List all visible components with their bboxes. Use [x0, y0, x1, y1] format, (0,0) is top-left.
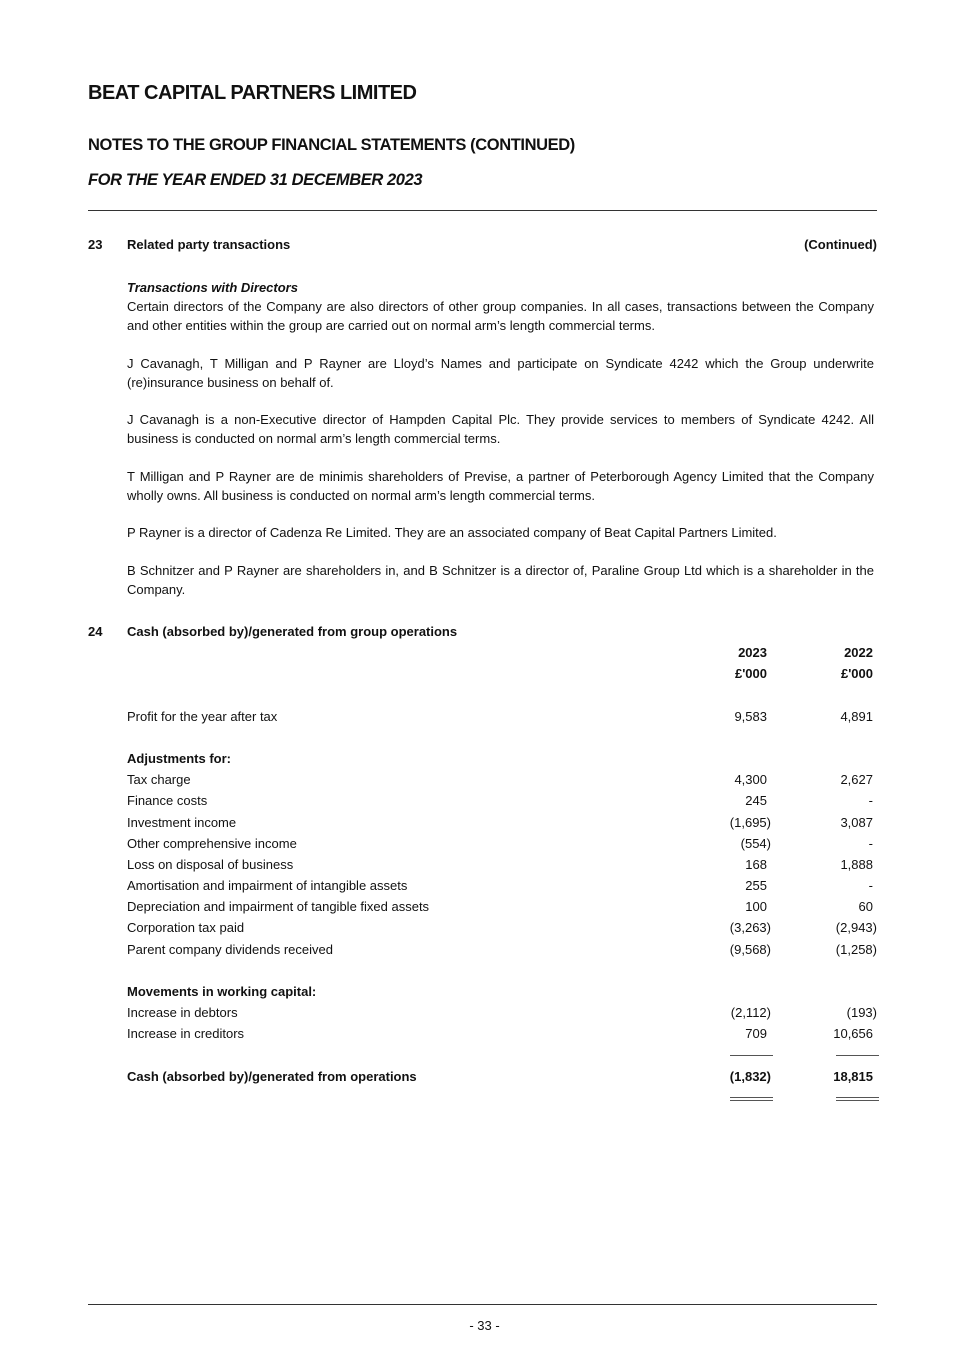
row-label: Increase in creditors: [127, 1026, 245, 1042]
table-row: [127, 769, 883, 790]
table-row: [127, 833, 883, 854]
double-underline: [730, 1097, 773, 1101]
row-label: Amortisation and impairment of intangible assets: [127, 878, 408, 894]
row-label: Tax charge: [127, 772, 191, 788]
value-2022: (1,258): [835, 941, 877, 957]
continued-label: (Continued): [804, 237, 877, 252]
value-2022: 4,891: [840, 708, 873, 724]
row-label: Corporation tax paid: [127, 920, 245, 936]
row-label: Adjustments for:: [127, 750, 231, 766]
table-row: [127, 706, 883, 727]
row-label: Loss on disposal of business: [127, 856, 294, 872]
table-row: [127, 1023, 883, 1044]
note-number: 23: [88, 237, 103, 252]
value-2022: (193): [846, 1005, 877, 1021]
document-title: NOTES TO THE GROUP FINANCIAL STATEMENTS (CONTINUED): [88, 136, 575, 154]
table-row: [127, 1002, 883, 1023]
value-2022: -: [868, 793, 873, 809]
value-2023: (1,695): [729, 814, 771, 830]
value-2023: (3,263): [729, 920, 771, 936]
total-row: [127, 1066, 883, 1087]
units-2022: £'000: [840, 666, 873, 682]
section-heading: [127, 981, 883, 1002]
table-row: [127, 790, 883, 811]
value-2022: 2,627: [840, 772, 873, 788]
table-row: [127, 917, 883, 938]
row-label: Profit for the year after tax: [127, 708, 278, 724]
value-2023: 4,300: [734, 772, 767, 788]
cash-flow-table: [127, 642, 883, 1108]
subheading: Transactions with Directors: [127, 280, 298, 295]
table-row: [127, 854, 883, 875]
value-2023: 709: [745, 1026, 767, 1042]
row-label: Finance costs: [127, 793, 208, 809]
column-year-2022: 2022: [844, 645, 873, 660]
note-title: Cash (absorbed by)/generated from group operations: [127, 624, 458, 639]
paragraph: B Schnitzer and P Rayner are shareholders in, and B Schnitzer is a director of, Paraline Group Ltd which is a shareholder in the Company.: [127, 562, 874, 597]
value-2022: 3,087: [840, 814, 873, 830]
value-2023: 168: [745, 856, 767, 872]
value-2023: 100: [745, 899, 767, 915]
note-number: 24: [88, 624, 103, 639]
table-row: [127, 939, 883, 960]
row-label: Movements in working capital:: [127, 984, 317, 999]
note-title: Related party transactions: [127, 237, 291, 252]
section-heading: [127, 748, 883, 769]
value-2023: 245: [745, 793, 767, 809]
document-period: FOR THE YEAR ENDED 31 DECEMBER 2023: [88, 171, 423, 189]
row-label: Investment income: [127, 814, 237, 830]
subtotal-rule: [836, 1055, 879, 1056]
value-2023: (9,568): [729, 941, 771, 957]
subtotal-rule: [730, 1055, 773, 1056]
paragraph: P Rayner is a director of Cadenza Re Limited. They are an associated company of Beat Capital Partners Limited.: [127, 525, 777, 540]
value-2022: 60: [858, 899, 873, 915]
value-2022: -: [868, 878, 873, 894]
column-year-2023: 2023: [738, 645, 767, 660]
column-header-row: [127, 642, 883, 663]
footer-divider: [88, 1304, 877, 1305]
value-2022: 1,888: [840, 856, 873, 872]
units-2023: £'000: [734, 666, 767, 682]
row-label: Other comprehensive income: [127, 835, 297, 851]
value-2022: 10,656: [833, 1026, 873, 1042]
table-row: [127, 875, 883, 896]
table-row: [127, 896, 883, 917]
row-label: Parent company dividends received: [127, 941, 333, 957]
paragraph: J Cavanagh, T Milligan and P Rayner are Lloyd’s Names and participate on Syndicate 4242 which the Group underwrite (re)insurance business on behalf of.: [127, 355, 874, 390]
paragraph: Certain directors of the Company are also directors of other group companies. In all cases, transactions between the Company and other entities within the group are carried out on normal arm’s length commercial terms.: [127, 299, 874, 333]
row-label: Cash (absorbed by)/generated from operations: [127, 1068, 417, 1084]
value-2023: (554): [740, 835, 771, 851]
value-2022: (2,943): [835, 920, 877, 936]
paragraph: T Milligan and P Rayner are de minimis shareholders of Previse, a partner of Peterborough Agency Limited that the Company wholly owns. All business is conducted on normal arm’s length commercial terms.: [127, 468, 874, 503]
value-2022: -: [868, 835, 873, 851]
page-number: - 33 -: [469, 1318, 500, 1333]
header-divider: [88, 210, 877, 211]
row-label: Depreciation and impairment of tangible fixed assets: [127, 899, 430, 915]
value-2022: 18,815: [833, 1068, 873, 1084]
units-row: [127, 663, 883, 684]
value-2023: 255: [745, 878, 767, 894]
paragraph: J Cavanagh is a non-Executive director of Hampden Capital Plc. They provide services to members of Syndicate 4242. All business is conducted on normal arm’s length commercial terms.: [127, 412, 874, 446]
double-underline: [836, 1097, 879, 1101]
table-row: [127, 812, 883, 833]
company-name: BEAT CAPITAL PARTNERS LIMITED: [88, 82, 417, 104]
value-2023: (2,112): [730, 1005, 771, 1021]
note-23-body: [127, 278, 874, 617]
value-2023: (1,832): [729, 1068, 771, 1084]
row-label: Increase in debtors: [127, 1005, 238, 1021]
value-2023: 9,583: [734, 708, 767, 724]
